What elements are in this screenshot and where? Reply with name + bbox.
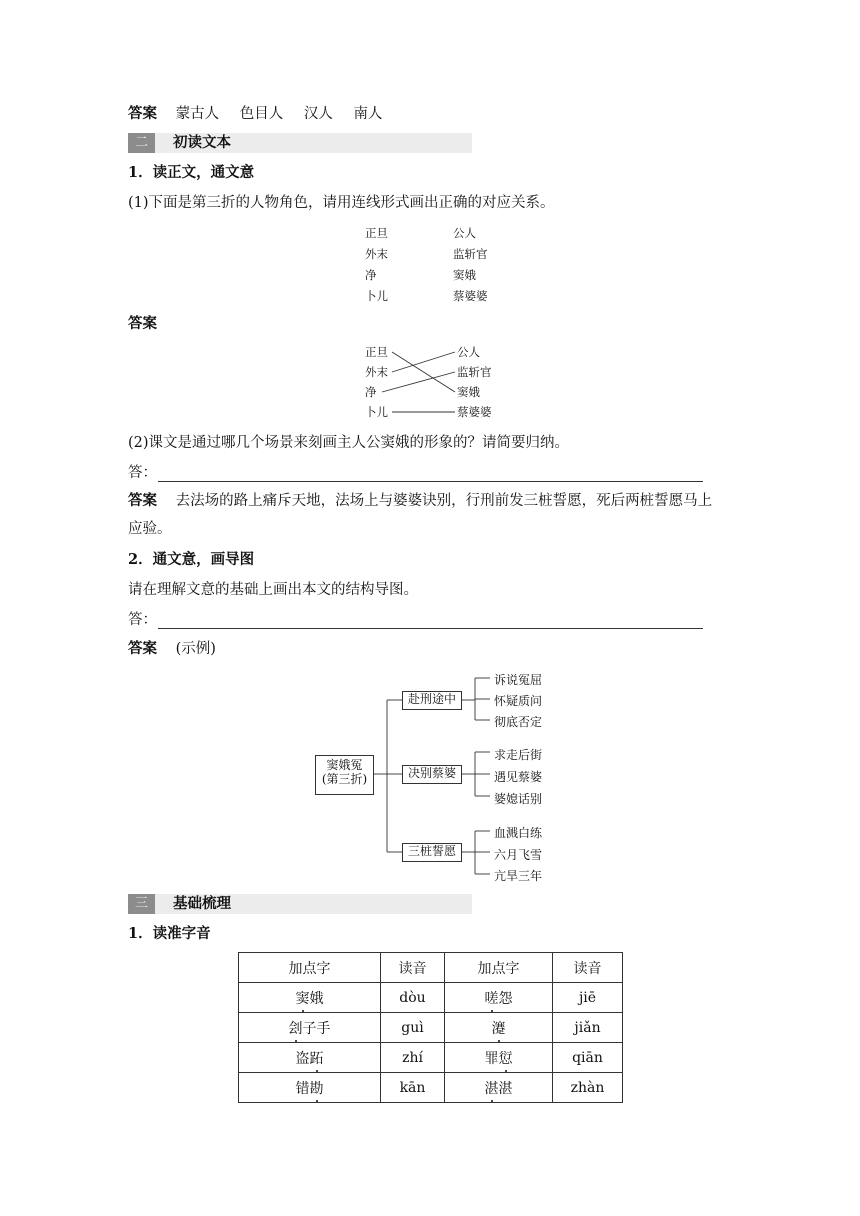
role-left: 卜儿 — [365, 289, 388, 303]
root-subtitle: (第三折) — [321, 772, 368, 786]
dotted-word-cell: 刽子手 — [239, 1013, 381, 1043]
reading-cell: jiē — [553, 983, 623, 1013]
table-header-row — [239, 953, 623, 983]
role-right: 公人 — [453, 226, 476, 240]
role-right: 公人 — [457, 345, 480, 359]
example-note: (示例) — [175, 641, 216, 657]
role-right: 监斩官 — [457, 365, 492, 379]
dotted-char: 刽 — [289, 1018, 303, 1038]
question-heading: 2．通文意，画导图 — [128, 551, 255, 568]
mindmap-leaf: 诉说冤屈 — [494, 673, 543, 687]
reading-cell: zhàn — [553, 1073, 623, 1103]
mindmap-leaves-2 — [494, 744, 542, 810]
reading-cell: kān — [381, 1073, 445, 1103]
dotted-word-cell: 盗跖 — [239, 1043, 381, 1073]
section-number: 二 — [128, 133, 155, 153]
dotted-word-cell: 窦娥 — [239, 983, 381, 1013]
column-header: 加点字 — [445, 953, 553, 983]
table-row — [239, 1013, 623, 1043]
pinyin-table — [238, 952, 623, 1103]
mindmap-branch — [402, 765, 462, 784]
column-header: 读音 — [553, 953, 623, 983]
answer-item: 汉人 — [303, 106, 333, 122]
mindmap-branch — [402, 691, 462, 710]
role-left: 外末 — [365, 247, 388, 261]
answer-prompt: 答： — [128, 612, 157, 628]
role-right: 蔡婆婆 — [457, 405, 492, 419]
answer-prompt: 答： — [128, 465, 157, 481]
dotted-char: 瀽 — [492, 1018, 506, 1038]
role-left: 外末 — [365, 365, 388, 379]
section-header-3 — [128, 894, 472, 914]
answer-item: 色目人 — [239, 106, 284, 122]
reading-cell: guì — [381, 1013, 445, 1043]
mindmap-leaf: 彻底否定 — [494, 715, 543, 729]
role-right: 监斩官 — [453, 247, 488, 261]
role-left: 卜儿 — [365, 405, 388, 419]
dotted-char: 勘 — [310, 1078, 324, 1098]
column-header: 加点字 — [239, 953, 381, 983]
answer-text: 去法场的路上痛斥天地，法场上与婆婆诀别，行刑前发三桩誓愿，死后两桩誓愿马上 — [175, 493, 713, 509]
dotted-word-cell — [445, 1013, 553, 1043]
branch-label: 决别蔡婆 — [407, 766, 456, 780]
section-title: 初读文本 — [173, 134, 231, 151]
answer-item: 南人 — [353, 106, 383, 122]
question-text: (1)下面是第三折的人物角色，请用连线形式画出正确的对应关系。 — [128, 195, 555, 211]
mindmap-leaf: 亢旱三年 — [494, 869, 543, 883]
answer-label: 答案 — [128, 640, 157, 657]
question-text: (2)课文是通过哪几个场景来刻画主人公窦娥的形象的？请简要归纳。 — [128, 435, 570, 451]
mindmap-branch — [402, 843, 462, 862]
reading-cell: dòu — [381, 983, 445, 1013]
dotted-char: 愆 — [499, 1048, 513, 1068]
role-left: 净 — [365, 385, 377, 399]
role-right: 窦娥 — [457, 385, 480, 399]
mindmap-leaf: 怀疑质问 — [494, 694, 543, 708]
dotted-char: 窦 — [296, 988, 310, 1008]
table-row — [239, 1043, 623, 1073]
branch-label: 三桩誓愿 — [407, 844, 456, 858]
mindmap-leaf: 求走后街 — [494, 748, 543, 762]
root-title: 窦娥冤 — [326, 758, 363, 772]
mindmap-root — [315, 755, 374, 795]
dotted-word-cell: 罪愆 — [445, 1043, 553, 1073]
mindmap-leaf: 遇见蔡婆 — [494, 770, 543, 784]
answer-item: 蒙古人 — [175, 106, 220, 122]
table-row — [239, 1073, 623, 1103]
dotted-word-cell: 嗟怨 — [445, 983, 553, 1013]
role-right: 蔡婆婆 — [453, 289, 488, 303]
question-text: 请在理解文意的基础上画出本文的结构导图。 — [128, 582, 418, 598]
mindmap-leaves-1 — [494, 670, 542, 733]
dotted-char: 嗟 — [485, 988, 499, 1008]
reading-cell: zhí — [381, 1043, 445, 1073]
section-title: 基础梳理 — [173, 895, 231, 912]
dotted-char: 湛 — [485, 1078, 499, 1098]
dotted-word-cell: 湛湛 — [445, 1073, 553, 1103]
role-left: 正旦 — [365, 226, 388, 240]
answer-text-cont: 应验。 — [128, 521, 172, 537]
table-row — [239, 983, 623, 1013]
answer-label: 答案 — [128, 492, 157, 509]
reading-cell: jiǎn — [553, 1013, 623, 1043]
dotted-char: 跖 — [310, 1048, 324, 1068]
role-left: 净 — [365, 268, 377, 282]
column-header: 读音 — [381, 953, 445, 983]
answer-label: 答案 — [128, 105, 157, 122]
role-left: 正旦 — [365, 345, 388, 359]
dotted-word-cell: 错勘 — [239, 1073, 381, 1103]
role-right: 窦娥 — [453, 268, 476, 282]
question-heading: 1．读正文，通文意 — [128, 164, 255, 181]
section-number: 三 — [128, 894, 155, 914]
mindmap-leaves-3 — [494, 823, 542, 888]
question-heading: 1．读准字音 — [128, 925, 211, 942]
branch-label: 赴刑途中 — [407, 692, 456, 706]
answer-label: 答案 — [128, 315, 157, 332]
mindmap-leaf: 婆媳话别 — [494, 792, 543, 806]
mindmap-leaf: 六月飞雪 — [494, 847, 543, 862]
reading-cell: qiān — [553, 1043, 623, 1073]
mindmap-leaf: 血溅白练 — [494, 826, 543, 840]
